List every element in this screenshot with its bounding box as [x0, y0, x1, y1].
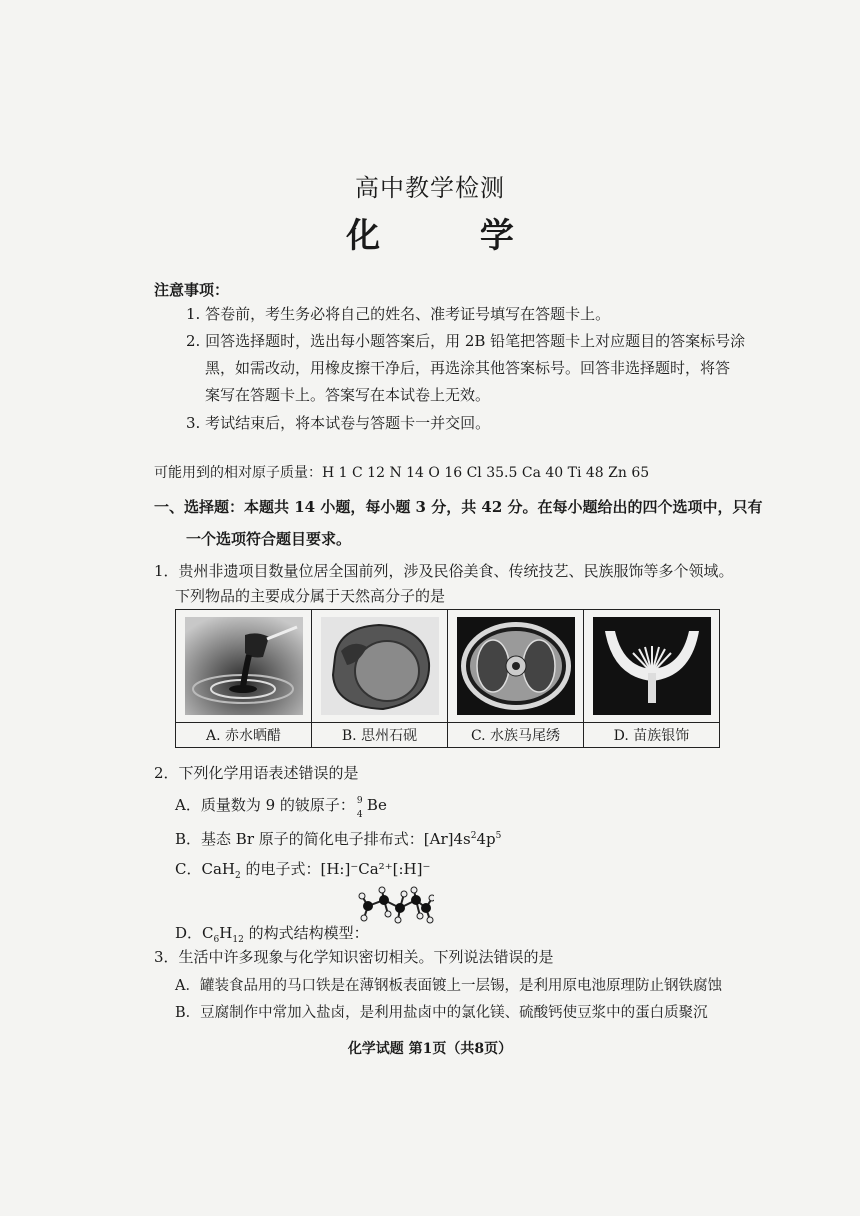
- q2-option-c-sub: 2: [234, 871, 241, 881]
- vinegar-photo: [185, 617, 303, 715]
- q1-option-b-image-cell: [312, 610, 448, 723]
- exam-subtitle: 高中教学检测: [355, 174, 505, 202]
- q2-option-b-p: 4p: [476, 830, 496, 848]
- exam-title: 化 学: [346, 216, 558, 256]
- section1-heading-cont: 一个选项符合题目要求。: [186, 530, 352, 548]
- embroidery-photo: [457, 617, 575, 715]
- notice-heading: 注意事项：: [154, 281, 230, 299]
- q1-option-c-image-cell: [448, 610, 584, 723]
- q1-options-table: [175, 609, 720, 748]
- q1-option-d-image-cell: [584, 610, 720, 723]
- q1-option-d-label: D. 苗族银饰: [584, 723, 720, 748]
- q1-option-a-label: A. 赤水晒醋: [176, 723, 312, 748]
- section1-heading: 一、选择题：本题共 14 小题，每小题 3 分，共 42 分。在每小题给出的四个选项中，只有: [154, 498, 763, 516]
- ball-stick-model: [358, 886, 434, 926]
- q2-option-d-text2: 的构式结构模型：: [243, 924, 369, 942]
- q2-option-d: [175, 923, 369, 943]
- q1-stem-line2: 下列物品的主要成分属于天然高分子的是: [175, 587, 446, 605]
- q2-option-c-formula: [H:]⁻Ca²⁺[:H]⁻: [320, 860, 431, 878]
- q2-option-a: [175, 795, 387, 820]
- q2-option-b-text: B．基态 Br 原子的简化电子排布式：: [175, 830, 424, 848]
- q2-option-d-text: D．C: [175, 924, 214, 942]
- q2-option-d-c-sub: 6: [213, 935, 220, 945]
- q1-stem-line1: 1．贵州非遗项目数量位居全国前列，涉及民俗美食、传统技艺、民族服饰等多个领域。: [154, 562, 734, 580]
- mass-number: 9: [356, 796, 363, 806]
- q3-stem: 3．生活中许多现象与化学知识密切相关。下列说法错误的是: [154, 948, 554, 966]
- q2-option-d-h: H: [219, 924, 233, 942]
- q2-option-a-text: A．质量数为 9 的铍原子：: [175, 796, 355, 814]
- q3-option-a: A．罐装食品用的马口铁是在薄钢板表面镀上一层锡，是利用原电池原理防止钢铁腐蚀: [175, 978, 722, 994]
- notice-item-1: 1. 答卷前，考生务必将自己的姓名、准考证号填写在答题卡上。: [186, 305, 611, 323]
- q1-option-a-image-cell: [176, 610, 312, 723]
- element-symbol: Be: [366, 796, 387, 814]
- q2-option-d-h-sub: 12: [232, 935, 244, 945]
- atomic-number: 4: [356, 810, 363, 820]
- inkstone-photo: [321, 617, 439, 715]
- notice-item-2: 2. 回答选择题时，选出每小题答案后，用 2B 铅笔把答题卡上对应题目的答案标号涂: [186, 332, 746, 350]
- q2-option-c: [175, 859, 430, 879]
- page-footer: 化学试题 第1页（共8页）: [347, 1041, 513, 1057]
- notice-item-3: 3. 考试结束后，将本试卷与答题卡一并交回。: [186, 414, 491, 432]
- q2-stem: 2．下列化学用语表述错误的是: [154, 764, 359, 782]
- q2-option-b-core: [Ar]4s: [423, 830, 471, 848]
- q1-option-c-label: C. 水族马尾绣: [448, 723, 584, 748]
- notice-item-2-cont1: 黑，如需改动，用橡皮擦干净后，再选涂其他答案标号。回答非选择题时，将答: [205, 359, 731, 377]
- q3-option-b: B．豆腐制作中常加入盐卤，是利用盐卤中的氯化镁、硫酸钙使豆浆中的蛋白质聚沉: [175, 1005, 708, 1021]
- q2-option-c-text: C．CaH: [175, 860, 235, 878]
- q1-option-b-label: B. 思州石砚: [312, 723, 448, 748]
- q2-option-b-s-exp: 2: [470, 831, 477, 841]
- atomic-mass-line: 可能用到的相对原子质量：H 1 C 12 N 14 O 16 Cl 35.5 Ca 40 Ti 48 Zn 65: [154, 465, 650, 481]
- q2-option-b-p-exp: 5: [495, 831, 502, 841]
- q2-option-b: [175, 829, 501, 849]
- q2-option-c-text2: 的电子式：: [240, 860, 321, 878]
- q2-option-a-nuclide: [355, 795, 367, 820]
- notice-item-2-cont2: 案写在答题卡上。答案写在本试卷上无效。: [205, 386, 491, 404]
- silver-ornament-photo: [593, 617, 711, 715]
